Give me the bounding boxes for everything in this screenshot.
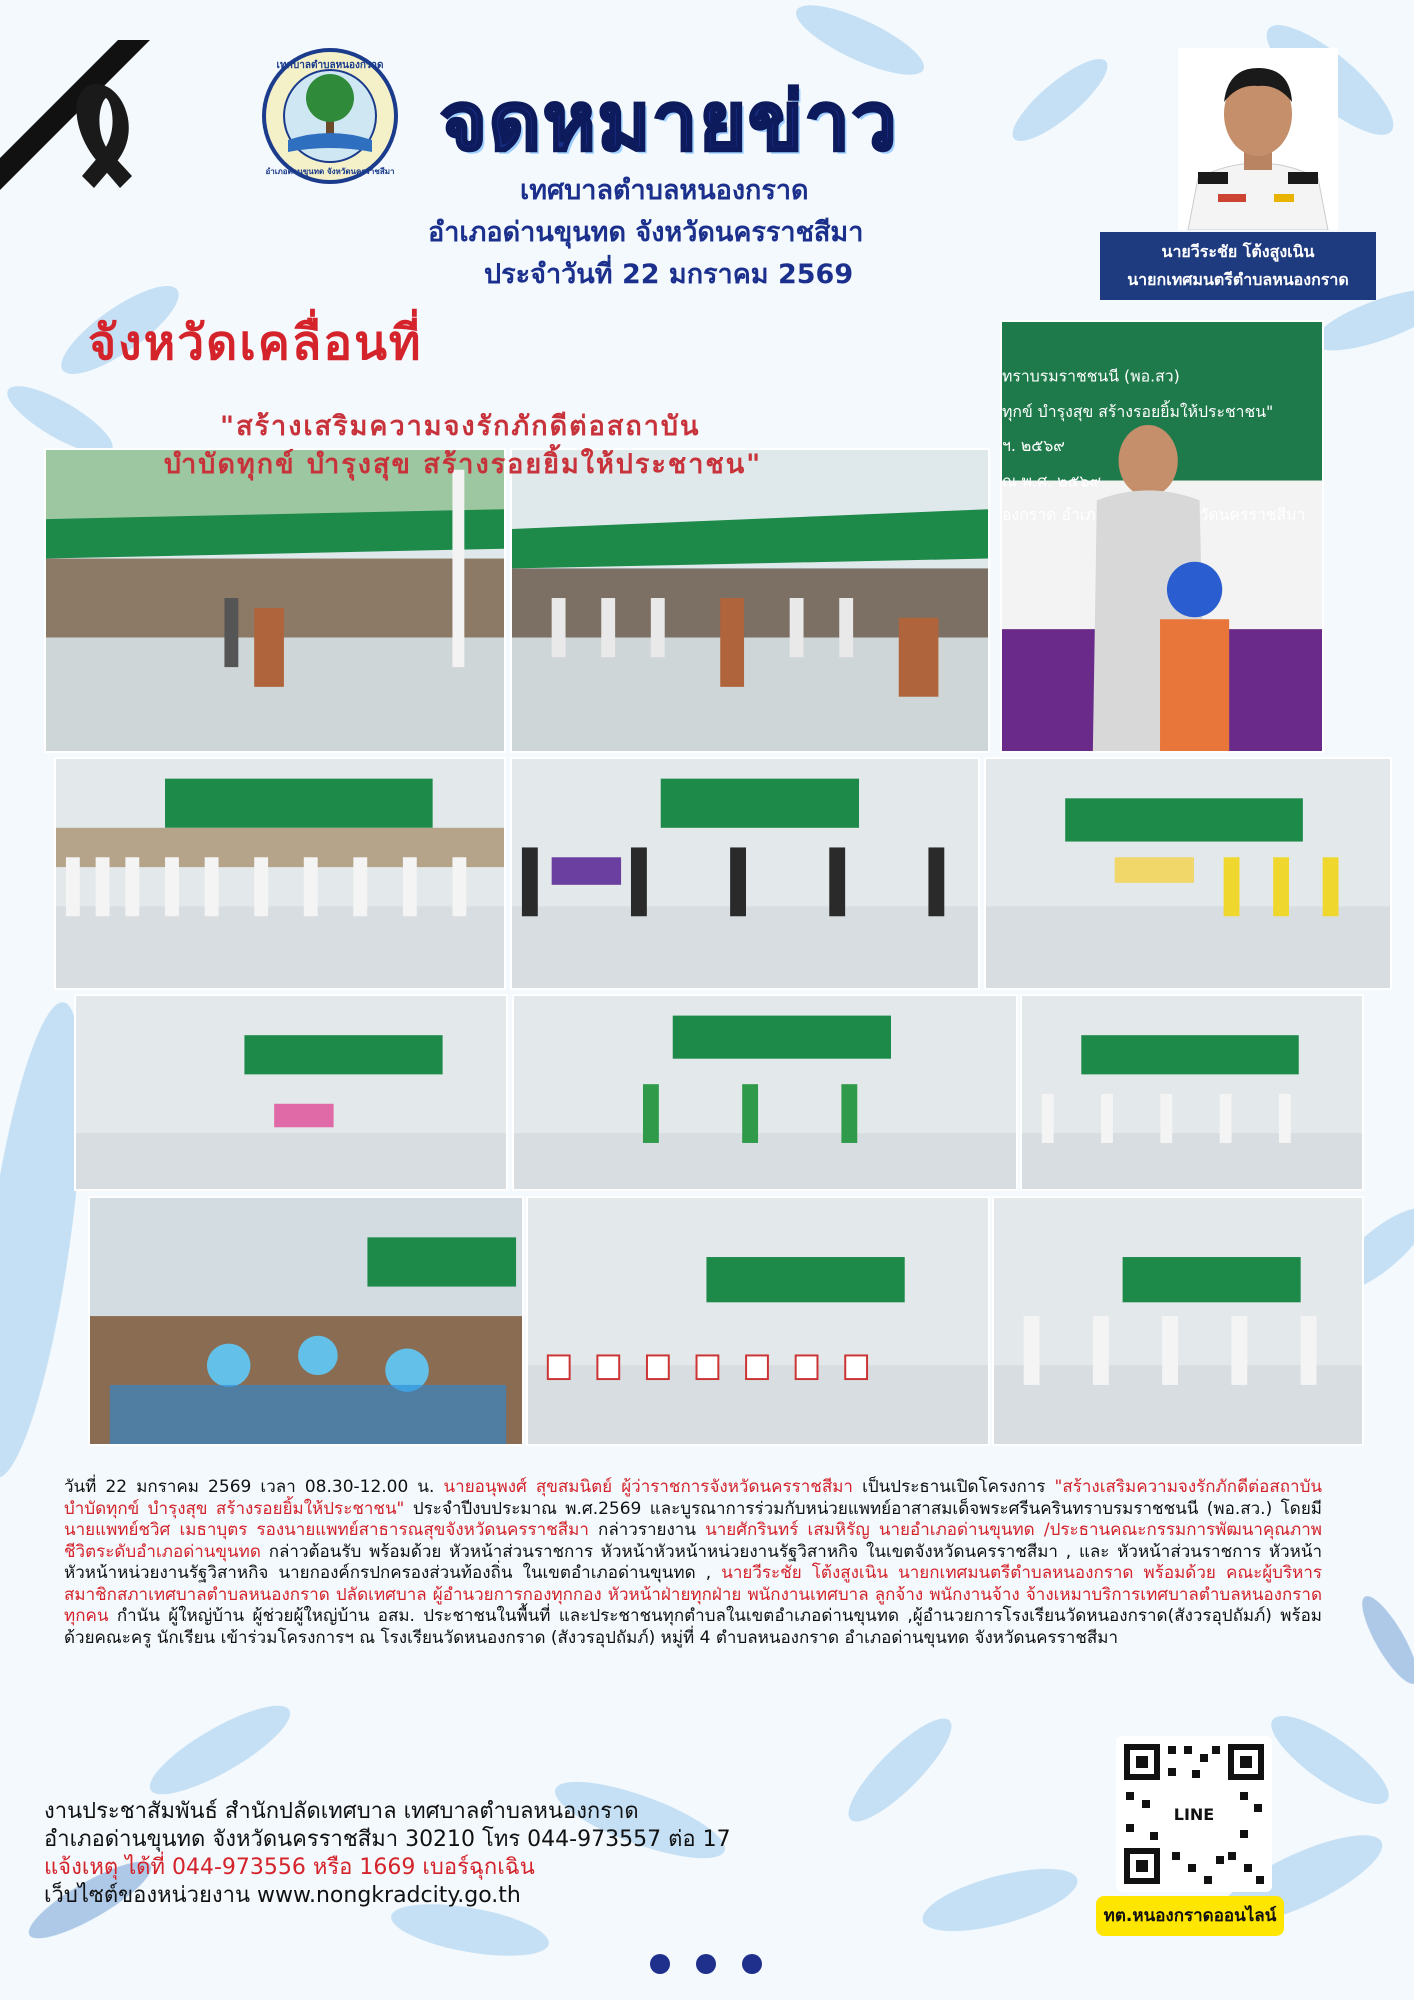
banner-text-6: วัดนครราชสีมา — [1199, 505, 1306, 525]
mayor-name: นายวีระชัย โต้งสูงเนิน — [1161, 242, 1315, 261]
event-photo-speaker — [1000, 320, 1324, 753]
banner-text-1: ทราบรมราชชนนี (พอ.สว) — [1002, 366, 1180, 386]
footer-contact — [44, 1798, 731, 1910]
slogan-line-1: "สร้างเสริมความจงรักภักดีต่อสถาบัน — [220, 411, 701, 442]
org-name: เทศบาลตำบลหนองกราด — [520, 175, 809, 206]
banner-text-4: ณ พ.ศ. ๒๕๖๙ — [1002, 471, 1102, 491]
newsletter-title: จดหมายข่าว — [440, 75, 899, 168]
mayor-caption — [1100, 232, 1376, 300]
pagination-dot-icon[interactable] — [742, 1954, 762, 1974]
mayor-mention: นายวีระชัย โต้งสูงเนิน นายกเทศมนตรีตำบลหนองกราด พร้อมด้วย คณะผู้บริหาร สมาชิกสภาเทศบาลตำบลหนองกราด ปลัดเทศบาล ผู้อำนวยการกองทุกกอง หัวหน้าฝ่ายทุกฝ่าย พนักงานเทศบาล ลูกจ้าง พนักงานจ้าง จ้างเหมาบริการเทศบาลตำบลหนองกราดทุกคน — [64, 1563, 1322, 1626]
project-name: "สร้างเสริมความจงรักภักดีต่อสถาบัน บำบัดทุกข์ บำรุงสุข สร้างรอยยิ้มให้ประชาชน" — [64, 1477, 1323, 1519]
article-date: วันที่ 22 มกราคม 2569 เวลา 08.30-12.00 น. — [64, 1477, 444, 1497]
mayor-portrait — [1178, 48, 1338, 230]
group-photo-4 — [74, 994, 508, 1191]
issue-date: ประจำวันที่ 22 มกราคม 2569 — [484, 259, 854, 290]
governor-name: นายอนุพงศ์ สุขสมนิตย์ ผู้ว่าราชการจังหวัดนครราชสีมา — [443, 1477, 853, 1497]
group-photo-5 — [512, 994, 1018, 1191]
distribution-photo-1 — [526, 1196, 990, 1446]
group-photo-3 — [984, 757, 1392, 990]
group-photo-2 — [510, 757, 980, 990]
qr-label: LINE — [1173, 1805, 1215, 1824]
footer-website[interactable]: เว็บไซต์ของหน่วยงาน www.nongkradcity.go.th — [44, 1883, 521, 1908]
banner-text-3: ฯ. ๒๕๖๙ — [1002, 435, 1065, 455]
article-text-2: ประจำปีงบประมาณ พ.ศ.2569 และบูรณาการร่วมกับหน่วยแพทย์อาสาสมเด็จพระศรีนครินทราบรมราชชนนี (พอ.สว.) โดยมี — [404, 1498, 1322, 1519]
seal-text-top: เทศบาลตำบลหนองกราด — [276, 60, 384, 71]
seal-text-bottom: อำเภอด่านขุนทด จังหวัดนครราชสีมา — [265, 167, 395, 176]
event-photo-1 — [44, 448, 506, 753]
section-title: จังหวัดเคลื่อนที่ — [88, 315, 423, 371]
event-photo-2 — [510, 448, 990, 753]
footer-office: งานประชาสัมพันธ์ สำนักปลัดเทศบาล เทศบาลตำบลหนองกราด — [44, 1799, 639, 1824]
banner-text-2: ทุกข์ บำรุงสุข สร้างรอยยิ้มให้ประชาชน" — [1002, 402, 1274, 422]
article-text-3: กล่าวรายงาน — [588, 1520, 706, 1540]
district-chief-name: นายศักรินทร์ เสมหิรัญ นายอำเภอด่านขุนทด /ประธานคณะกรรมการพัฒนาคุณภาพชีวิตระดับอำเภอด่านขุนทด — [64, 1520, 1323, 1562]
footer-address: อำเภอด่านขุนทด จังหวัดนครราชสีมา 30210 โทร 044-973557 ต่อ 17 — [44, 1827, 731, 1852]
qr-code-icon[interactable] — [1116, 1736, 1272, 1892]
audience-photo — [88, 1196, 524, 1446]
article-text-4: กล่าวต้อนรับ พร้อมด้วย หัวหน้าส่วนราชการ หัวหน้าหัวหน้าหน่วยงานรัฐวิสาหกิจ ในเขตจังหวัดนครราชสีมา , และ หัวหน้าส่วนราชการ หัวหน้าหัวหน้าหน่วยงานรัฐวิสาหกิจ นายกองค์กรปกครองส่วนท้องถิ่น ในเขตอำเภอด่านขุนทด , — [64, 1541, 1322, 1583]
pagination-dot-icon[interactable] — [696, 1954, 716, 1974]
org-district: อำเภอด่านขุนทด จังหวัดนครราชสีมา — [428, 217, 864, 248]
group-photo-6 — [1020, 994, 1364, 1191]
line-account-badge[interactable]: ทต.หนองกราดออนไลน์ — [1096, 1896, 1284, 1936]
pagination-dot-icon[interactable] — [650, 1954, 670, 1974]
article-body — [64, 1477, 1322, 1649]
article-text-5: กำนัน ผู้ใหญ่บ้าน ผู้ช่วยผู้ใหญ่บ้าน อสม. ประชาชนในพื้นที่ และประชาชนทุกตำบลในเขตอำเภอด่านขุนทด ,ผู้อำนวยการโรงเรียนวัดหนองกราด(สังวรอุปถัมภ์) พร้อมด้วยคณะครู นักเรียน เข้าร่วมโครงการฯ ณ โรงเรียนวัดหนองกราด (สังวรอุปถัมภ์) หมู่ที่ 4 ตำบลหนองกราด อำเภอด่านขุนทด จังหวัดนครราชสีมา — [64, 1606, 1322, 1648]
banner-text-5: องกราด อำเภ — [1002, 505, 1096, 525]
article-text-1: เป็นประธานเปิดโครงการ — [852, 1477, 1055, 1497]
slogan-line-2: บำบัดทุกข์ บำรุงสุข สร้างรอยยิ้มให้ประชาชน" — [164, 449, 763, 480]
deputy-doctor-name: นายแพทย์ชวิศ เมธาบุตร รองนายแพทย์สาธารณสุขจังหวัดนครราชสีมา — [64, 1520, 589, 1540]
mayor-position: นายกเทศมนตรีตำบลหนองกราด — [1127, 270, 1349, 289]
mourning-ribbon-icon — [0, 40, 170, 190]
distribution-photo-2 — [992, 1196, 1364, 1446]
group-photo-1 — [54, 757, 506, 990]
municipal-seal-icon — [262, 48, 398, 184]
footer-emergency: แจ้งเหตุ ได้ที่ 044-973556 หรือ 1669 เบอร์ฉุกเฉิน — [44, 1855, 535, 1880]
